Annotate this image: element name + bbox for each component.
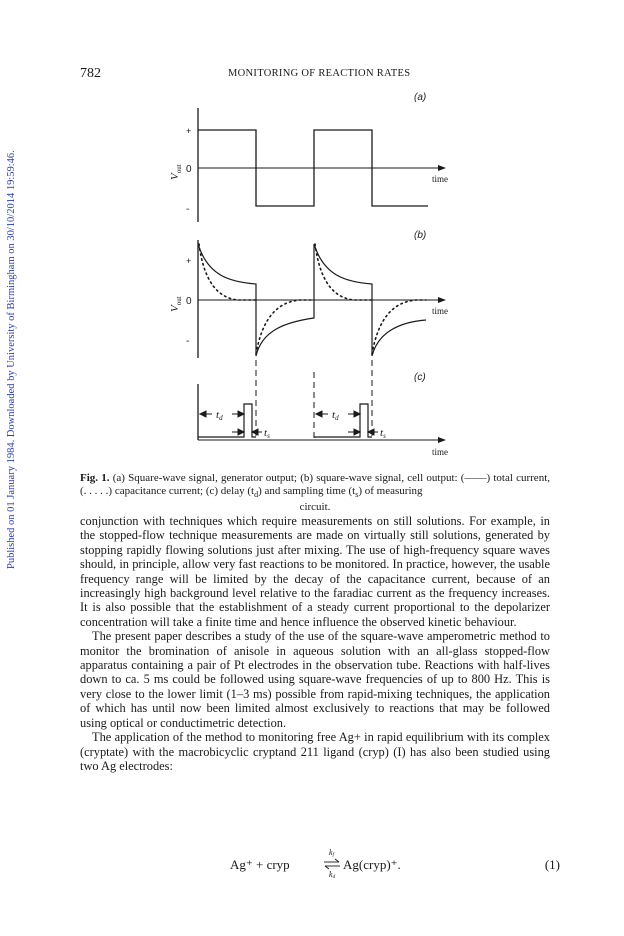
panel-a-time-label: time xyxy=(432,174,448,184)
figure-caption xyxy=(80,472,550,514)
panel-a-minus: - xyxy=(186,204,190,215)
equation-number: (1) xyxy=(544,857,560,872)
caption-sub-s: s xyxy=(355,490,359,500)
equation-lhs: Ag⁺ + cryp xyxy=(230,857,290,872)
panel-b xyxy=(169,230,448,358)
sampling-arrows xyxy=(232,429,378,435)
panel-b-y-axis-label: $V_{out}$ xyxy=(169,296,183,312)
panel-b-plus: + xyxy=(186,256,192,266)
panel-c-time-label: time xyxy=(432,447,448,457)
paragraph-1: conjunction with techniques which require measurements on still solutions. For example, in the stopped-flow technique measurements are made on virtually still solutions, generated by stopping rapidly flowing solutions just after mixing. The use of high-frequency square waves should, in principle, allow very fast reactions to be monitored. In practice, however, the usable frequency range will be limited by the decay of the capacitance current, because of an increasingly high background level relative to the faradiac current as the frequency increases. It is also possible that the establishment of a steady current proportional to the depolarizer concentration will take a finite time and hence influence the observed kinetic behaviour. xyxy=(80,514,550,629)
guide-lines xyxy=(256,360,372,440)
sampling-pulses xyxy=(198,404,372,437)
running-title: MONITORING OF REACTION RATES xyxy=(228,68,411,79)
caption-sub-d: d xyxy=(254,490,259,500)
panel-a-arrow-icon xyxy=(438,165,446,171)
caption-part-1: (a) Square-wave signal, generator output; (b) square-wave signal, cell output: (——) total current, (. . . . .) capacitance current; (c) delay (t xyxy=(80,472,550,497)
panel-a-plus: + xyxy=(186,126,192,136)
panel-b-time-label: time xyxy=(432,306,448,316)
ts-label-2: ts xyxy=(380,427,386,440)
caption-part-2: ) and sampling time (t xyxy=(258,485,356,497)
paragraph-2: The present paper describes a study of the use of the square-wave amperometric method to monitor the bromination of anisole in aqueous solution with an all-glass stopped-flow apparatus containing a pair of Pt electrodes in the observation tube. Reactions with half-lives down to ca. 5 ms could be followed using square-wave frequencies of up to 800 Hz. This is very close to the lower limit (1–3 ms) possible from rapid-mixing techniques, the application of which has until now been limited almost exclusively to reactions that may be followed using optical or conductimetric detection. xyxy=(80,629,550,730)
ts-label-1: ts xyxy=(264,427,270,440)
panel-a xyxy=(169,92,448,222)
panel-a-label: (a) xyxy=(414,92,427,103)
panel-c-arrow-icon xyxy=(438,437,446,443)
capacitance-current-curve xyxy=(199,244,426,354)
panel-b-label: (b) xyxy=(414,230,427,241)
panel-b-minus: - xyxy=(186,336,190,347)
panel-c-label: (c) xyxy=(414,372,426,383)
equation-rhs: Ag(cryp)⁺. xyxy=(343,857,401,872)
td-label-1: td xyxy=(216,409,223,422)
caption-last-line: circuit. xyxy=(299,501,331,514)
equilibrium-arrow-icon xyxy=(323,847,341,883)
download-notice: Published on 01 January 1984. Downloaded by University of Birmingham on 30/10/2014 19:59:46. xyxy=(6,150,17,570)
panel-c xyxy=(198,372,448,457)
td-label-2: td xyxy=(332,409,339,422)
body-text xyxy=(80,514,550,773)
svg-text:kd: kd xyxy=(329,870,336,880)
panel-a-y-axis-label: $V_{out}$ xyxy=(169,164,183,180)
panel-b-zero: 0 xyxy=(186,296,192,307)
panel-a-zero: 0 xyxy=(186,164,192,175)
panel-b-arrow-icon xyxy=(438,297,446,303)
caption-part-3: ) of measuring xyxy=(358,485,423,497)
svg-text:kf: kf xyxy=(329,848,334,858)
page-number: 782 xyxy=(80,66,101,81)
equation-1 xyxy=(230,847,560,887)
figure-label: Fig. 1. xyxy=(80,472,110,484)
paragraph-3: The application of the method to monitoring free Ag+ in rapid equilibrium with its complex (cryptate) with the macrobicyclic cryptand 211 ligand (cryp) (I) has also been studied using two Ag electrodes: xyxy=(80,730,550,773)
